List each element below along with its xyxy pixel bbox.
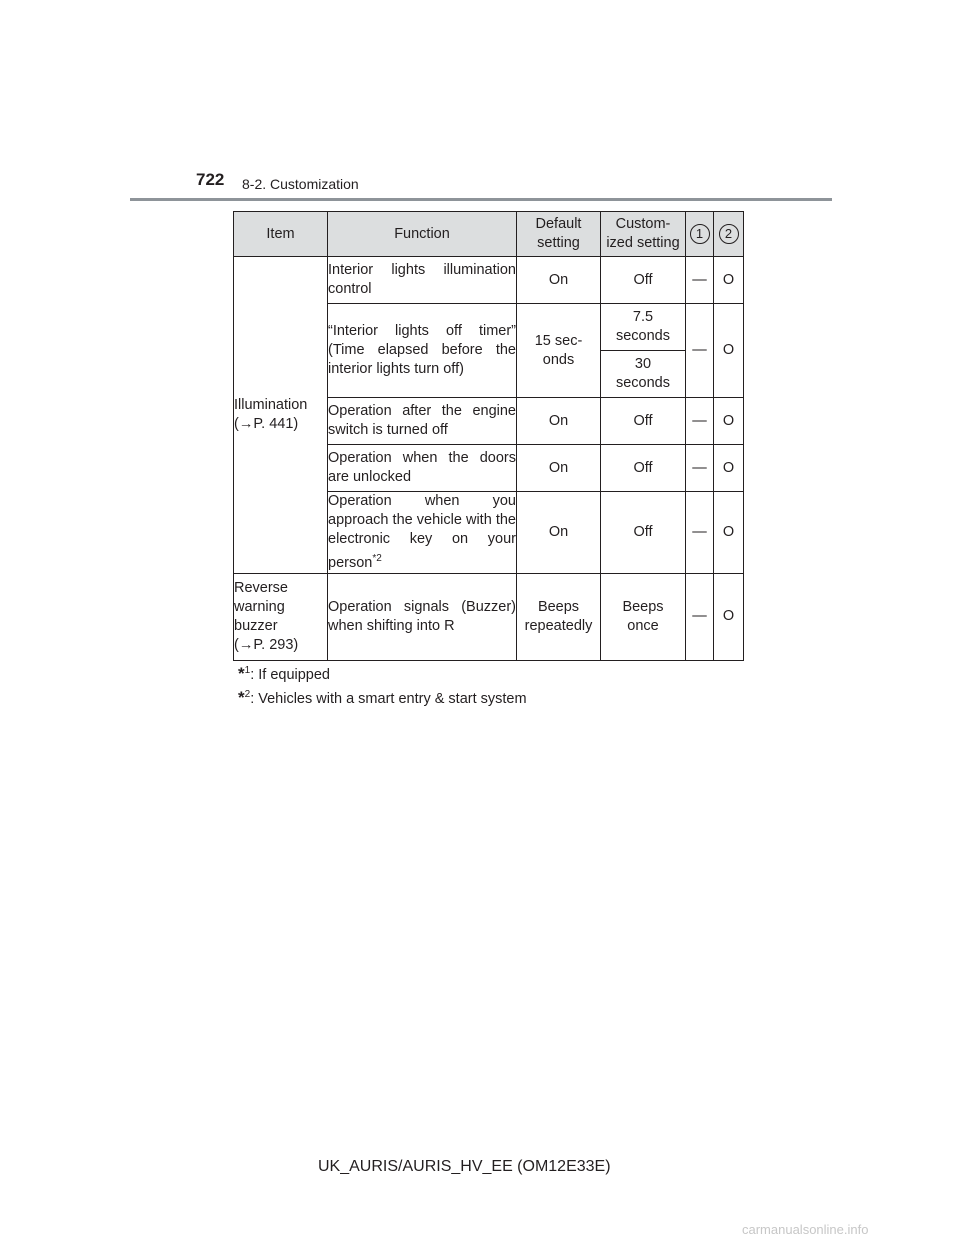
customized-line-2: seconds	[615, 328, 670, 344]
item-reverse-buzzer	[234, 573, 328, 660]
item-line-3: buzzer	[234, 617, 278, 634]
customized-cell: Off	[601, 257, 686, 304]
footnote-text: : If equipped	[250, 667, 331, 683]
customized-line-1: 30	[634, 356, 652, 372]
col1-cell: —	[686, 573, 714, 660]
col2-cell: O	[714, 445, 744, 492]
footnote-mark: *	[238, 688, 245, 707]
function-cell	[328, 492, 517, 574]
customized-line-2: seconds	[615, 375, 670, 391]
section-title: 8-2. Customization	[242, 176, 359, 192]
watermark: carmanualsonline.info	[742, 1222, 869, 1237]
customized-line-2: ized setting	[606, 235, 680, 251]
col1-cell: —	[686, 492, 714, 574]
table-row	[234, 257, 744, 304]
default-cell: On	[517, 492, 601, 574]
circle-1-icon: 1	[690, 224, 710, 244]
page-number: 722	[196, 170, 225, 189]
header-rule	[130, 198, 832, 201]
item-illumination	[234, 257, 328, 574]
default-line-2: repeatedly	[524, 617, 593, 634]
footnote-1	[238, 664, 330, 684]
footnote-2	[238, 688, 527, 708]
function-cell: Operation signals (Buzzer) when shifting into R	[328, 573, 517, 660]
col2-cell: O	[714, 573, 744, 660]
customized-cell: Off	[601, 398, 686, 445]
item-line-1: Reverse	[234, 579, 288, 596]
customized-line-1: 7.5	[632, 309, 654, 325]
function-cell: Operation after the engine switch is turned off	[328, 398, 517, 445]
default-line-1: 15 sec-	[534, 332, 583, 349]
customized-cell	[601, 304, 686, 351]
footnote-number: 2	[244, 689, 251, 701]
col1-cell: —	[686, 257, 714, 304]
item-illumination-line-1: Illumination	[234, 396, 308, 413]
customized-cell	[601, 573, 686, 660]
col1-cell: —	[686, 445, 714, 492]
function-cell: Interior lights illumination control	[328, 257, 517, 304]
col-header-function: Function	[328, 212, 517, 257]
default-cell	[517, 573, 601, 660]
default-cell	[517, 304, 601, 398]
col2-cell: O	[714, 492, 744, 574]
customized-cell	[601, 351, 686, 398]
col-header-customized	[601, 212, 686, 257]
customized-cell: Off	[601, 445, 686, 492]
footnote-text: : Vehicles with a smart entry & start system	[250, 691, 527, 707]
col1-cell: —	[686, 398, 714, 445]
customized-line-1: Custom-	[615, 216, 671, 232]
circle-2-icon: 2	[719, 224, 739, 244]
col2-cell: O	[714, 257, 744, 304]
col2-cell: O	[714, 398, 744, 445]
default-line-2: setting	[537, 235, 580, 251]
document-code: UK_AURIS/AURIS_HV_EE (OM12E33E)	[318, 1158, 611, 1175]
col2-cell: O	[714, 304, 744, 398]
default-line-1: Beeps	[537, 598, 580, 615]
customized-cell: Off	[601, 492, 686, 574]
item-line-2: warning	[234, 598, 285, 615]
function-text: Operation when you approach the vehicle with the electronic key on your person	[328, 493, 516, 571]
customized-line-2: once	[627, 617, 659, 634]
default-cell: On	[517, 398, 601, 445]
col-header-default	[517, 212, 601, 257]
col-header-item: Item	[234, 212, 328, 257]
footnote-ref: *2	[372, 553, 382, 564]
item-illumination-line-2: (→P. 441)	[234, 415, 299, 432]
footnote-mark: *	[238, 664, 245, 683]
item-line-4: (→P. 293)	[234, 636, 299, 653]
function-cell: Operation when the doors are unlocked	[328, 445, 517, 492]
col-header-1	[686, 212, 714, 257]
default-cell: On	[517, 257, 601, 304]
default-line-1: Default	[535, 216, 582, 232]
footnote-number: 1	[244, 665, 251, 677]
function-cell: “Interior lights off timer” (Time elapsed before the interior lights turn off)	[328, 304, 517, 398]
table-row	[234, 573, 744, 660]
default-cell: On	[517, 445, 601, 492]
customization-table	[233, 211, 744, 661]
default-line-2: onds	[542, 351, 575, 368]
customized-line-1: Beeps	[622, 598, 664, 615]
col1-cell: —	[686, 304, 714, 398]
col-header-2	[714, 212, 744, 257]
table-header-row	[234, 212, 744, 257]
